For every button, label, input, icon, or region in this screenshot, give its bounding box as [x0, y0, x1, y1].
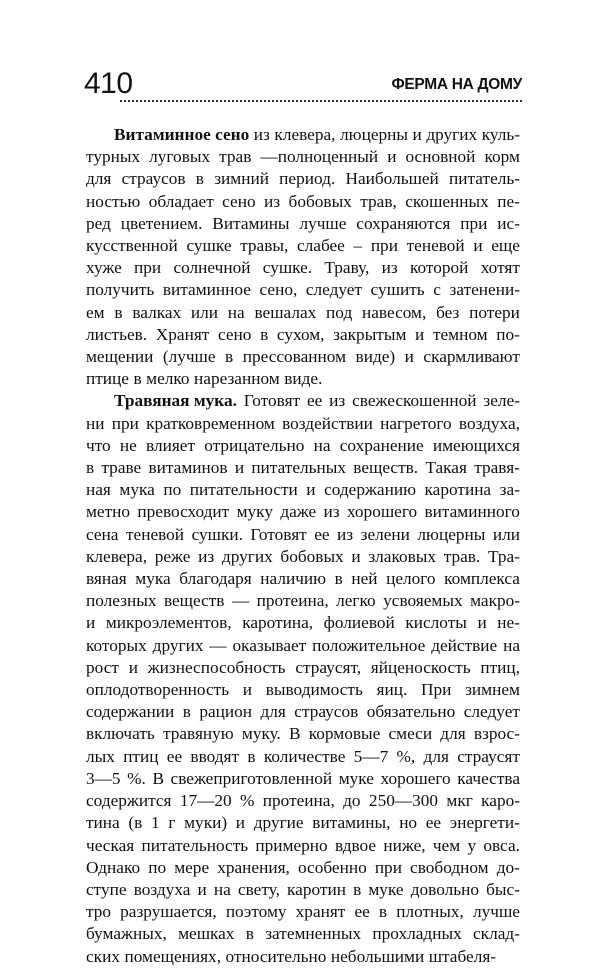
text-line: сена теневой сушки. Готовят ее из зелени люцерны или — [86, 524, 520, 544]
lead-term: Витаминное сено — [114, 125, 250, 144]
text-line: 3—5 %. В свежеприготовленной муке хорошего качества — [86, 768, 520, 788]
text-line: для страусов в зимний период. Наибольшей питатель- — [86, 169, 520, 189]
text-line: что не влияет отрицательно на сохранение имеющихся — [86, 435, 520, 455]
text-line: лых птиц ее вводят в количестве 5—7 %, для страусят — [86, 746, 520, 766]
text-line: содержании в рацион для страусов обязательно следует — [86, 702, 520, 722]
text-line: ни при кратковременном воздействии нагретого воздуха, — [86, 413, 520, 433]
text-line: которых других — оказывает положительное действие на — [86, 635, 520, 655]
paragraph — [86, 390, 520, 967]
text-line: турных луговых трав —полноценный и основной корм — [86, 147, 520, 167]
text-line: ческая питательность примерно вдвое ниже, чем у овса. — [86, 835, 520, 855]
text-line: ная мука по питательности и содержанию каротина за- — [86, 480, 520, 500]
text-line: хуже при солнечной сушке. Траву, из которой хотят — [86, 258, 520, 278]
body-text — [86, 124, 520, 968]
text-line: в траве витаминов и питательных веществ. Такая травя- — [86, 458, 520, 478]
text-line: и микроэлементов, каротина, фолиевой кислоты и не- — [86, 613, 520, 633]
text-line: ред цветением. Витамины лучше сохраняются при ис- — [86, 213, 520, 233]
text-line: ем в валках или на вешалах под навесом, без потери — [86, 302, 520, 322]
paragraph — [86, 124, 520, 390]
text-line: птице в мелко нарезанном виде. — [86, 369, 323, 389]
text-line: тина (в 1 г муки) и другие витамины, но ее энергети- — [86, 813, 520, 833]
text-line: клевера, реже из других бобовых и злаковых трав. Тра- — [86, 546, 520, 566]
text-line: кусственной сушке травы, слабее – при теневой и еще — [86, 236, 520, 256]
text-line: полезных веществ — протеина, легко усвояемых макро- — [86, 591, 520, 611]
text-line: листьев. Хранят сено в сухом, закрытым и темном по- — [86, 324, 520, 344]
text-line: оплодотворенность и выводимость яиц. При зимнем — [86, 680, 520, 700]
text-line: Витаминное сено из клевера, люцерны и других куль- — [86, 124, 520, 146]
running-title: ФЕРМА НА ДОМУ — [391, 76, 522, 93]
text-line: ностью обладает сено из бобовых трав, скошенных пе- — [86, 191, 520, 211]
text-line: метно превосходит муку даже из хорошего витаминного — [86, 502, 520, 522]
text-line: мещении (лучше в прессованном виде) и скармливают — [86, 347, 520, 367]
text-line: рост и жизнеспособность страусят, яйценоскость птиц, — [86, 657, 520, 677]
text-line: ских помещениях, относительно небольшими штабеля- — [86, 946, 497, 966]
header-dotted-rule — [120, 100, 522, 102]
lead-term: Травяная мука. — [114, 391, 237, 411]
text-line: бумажных, мешках в затемненных прохладных склад- — [86, 924, 520, 944]
text-line: ступе воздуха и на свету, каротин в муке довольно быс- — [86, 879, 520, 899]
text-line: получить витаминное сено, следует сушить с затенени- — [86, 280, 520, 300]
text-line: вяная мука благодаря наличию в ней целого комплекса — [86, 569, 520, 589]
text-line: Травяная мука. Готовят ее из свежескошенной зеле- — [86, 390, 520, 412]
text-line: содержится 17—20 % протеина, до 250—300 мкг каро- — [86, 791, 520, 811]
text-line: включать травяную муку. В кормовые смеси для взрос- — [86, 724, 520, 744]
text-line: Однако по мере хранения, особенно при свободном до- — [86, 857, 520, 877]
page-number: 410 — [84, 67, 133, 100]
text-line: тро разрушается, поэтому хранят ее в плотных, лучше — [86, 902, 520, 922]
